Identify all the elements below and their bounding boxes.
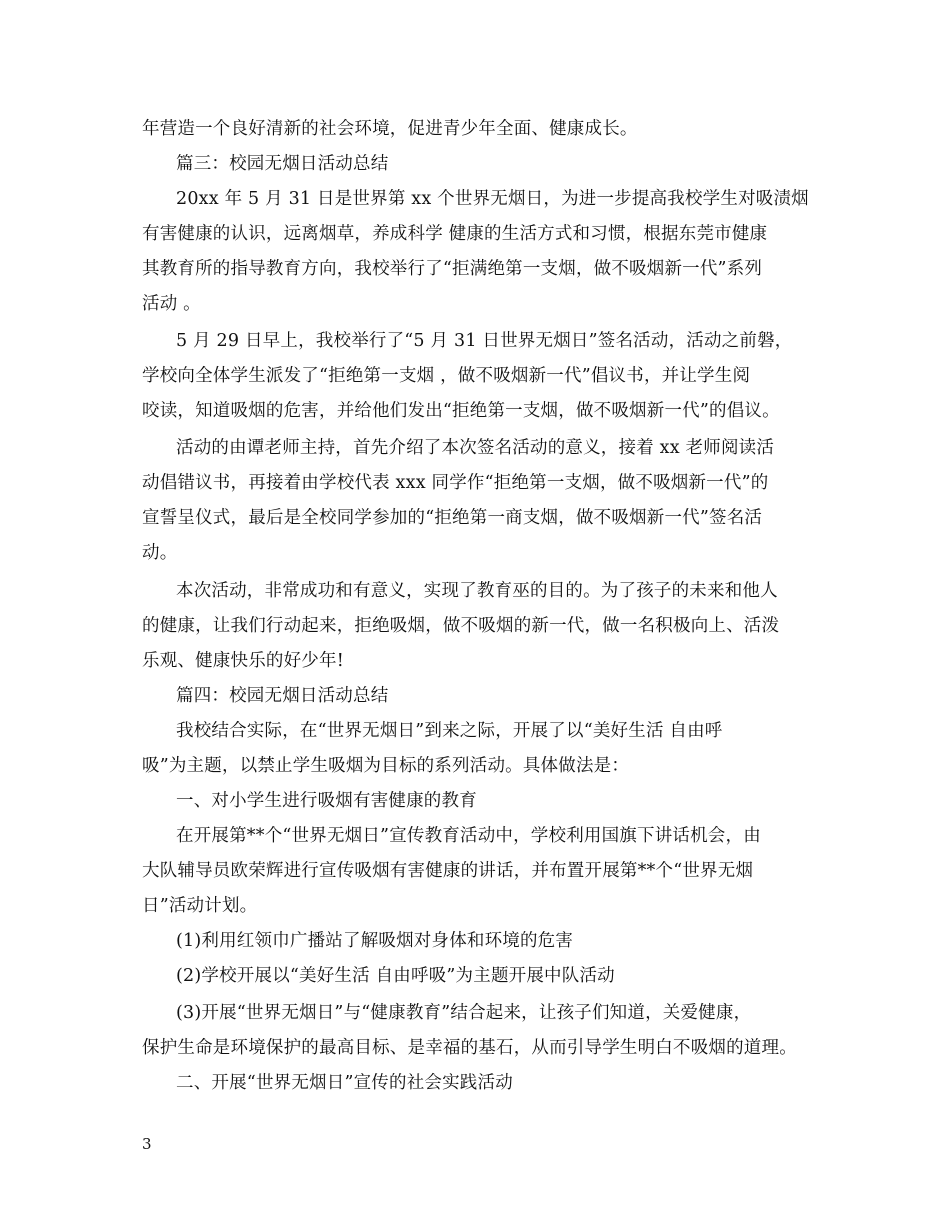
text-line: 吸”为主题，以禁止学生吸烟为目标的系列活动。具体做法是： <box>142 756 630 776</box>
text-line: 保护生命是环境保护的最高目标、是幸福的基石，从而引导学生明白不吸烟的道理。 <box>142 1038 797 1058</box>
text-line: 日”活动计划。 <box>142 896 258 916</box>
text-line: 我校结合实际，在“世界无烟日”到来之际，开展了以“美好生活 自由呼 <box>176 721 723 741</box>
text-line: 在开展第**个“世界无烟日”宣传教育活动中，学校利用国旗下讲话机会，由 <box>176 826 761 846</box>
text-line: 宣誓呈仪式，最后是全校同学参加的“拒绝第一商支烟，做不吸烟新一代”签名活 <box>142 508 763 528</box>
text-line: 活动 。 <box>142 294 201 314</box>
text-line: 学校向全体学生派发了“拒绝第一支烟 ，做不吸烟新一代”倡议书，并让学生阅 <box>142 366 751 386</box>
section-heading: 篇四：校园无烟日活动总结 <box>176 686 389 706</box>
text-line: 大队辅导员欧荣辉进行宣传吸烟有害健康的讲话，并布置开展第**个“世界无烟 <box>142 861 754 881</box>
subheading: 二、开展“世界无烟日”宣传的社会实践活动 <box>176 1073 513 1093</box>
text-line: 的健康，让我们行动起来，拒绝吸烟，做不吸烟的新一代，做一名积极向上、活泼 <box>142 616 780 636</box>
list-item: (3)开展“世界无烟日”与“健康教育”结合起来，让孩子们知道，关爱健康， <box>176 1003 752 1023</box>
subheading: 一、对小学生进行吸烟有害健康的教育 <box>176 791 477 811</box>
list-item: (2)学校开展以“美好生活 自由呼吸”为主题开展中队活动 <box>176 966 615 986</box>
text-line: 活动的由谭老师主持，首先介绍了本次签名活动的意义，接着 xx 老师阅读活 <box>176 438 775 458</box>
page-number: 3 <box>142 1135 152 1153</box>
list-item: (1)利用红领巾广播站了解吸烟对身体和环境的危害 <box>176 931 574 951</box>
text-line: 有害健康的认识，远离烟草，养成科学 健康的生活方式和习惯，根据东莞市健康 <box>142 224 768 244</box>
text-line: 动倡错议书，再接着由学校代表 xxx 同学作“拒绝第一支烟，做不吸烟新一代”的 <box>142 473 769 493</box>
text-line: 本次活动，非常成功和有意义，实现了教育巫的目的。为了孩子的未来和他人 <box>176 581 778 601</box>
text-line: 20xx 年 5 月 31 日是世界第 xx 个世界无烟日，为进一步提高我校学生对吸渍烟 <box>176 189 809 209</box>
section-heading: 篇三：校园无烟日活动总结 <box>176 154 389 174</box>
text-line: 动。 <box>142 543 178 563</box>
text-line: 乐观、健康快乐的好少年! <box>142 651 344 671</box>
text-line: 咬读，知道吸烟的危害，并给他们发出“拒绝第一支烟，做不吸烟新一代”的倡议。 <box>142 401 780 421</box>
text-line: 其教育所的指导教育方向，我校举行了“拒满绝第一支烟，做不吸烟新一代”系列 <box>142 259 763 279</box>
text-line: 5 月 29 日早上，我校举行了“5 月 31 日世界无烟日”签名活动，活动之前磐， <box>176 331 793 351</box>
text-line: 年营造一个良好清新的社会环境，促进青少年全面、健康成长。 <box>142 119 638 139</box>
